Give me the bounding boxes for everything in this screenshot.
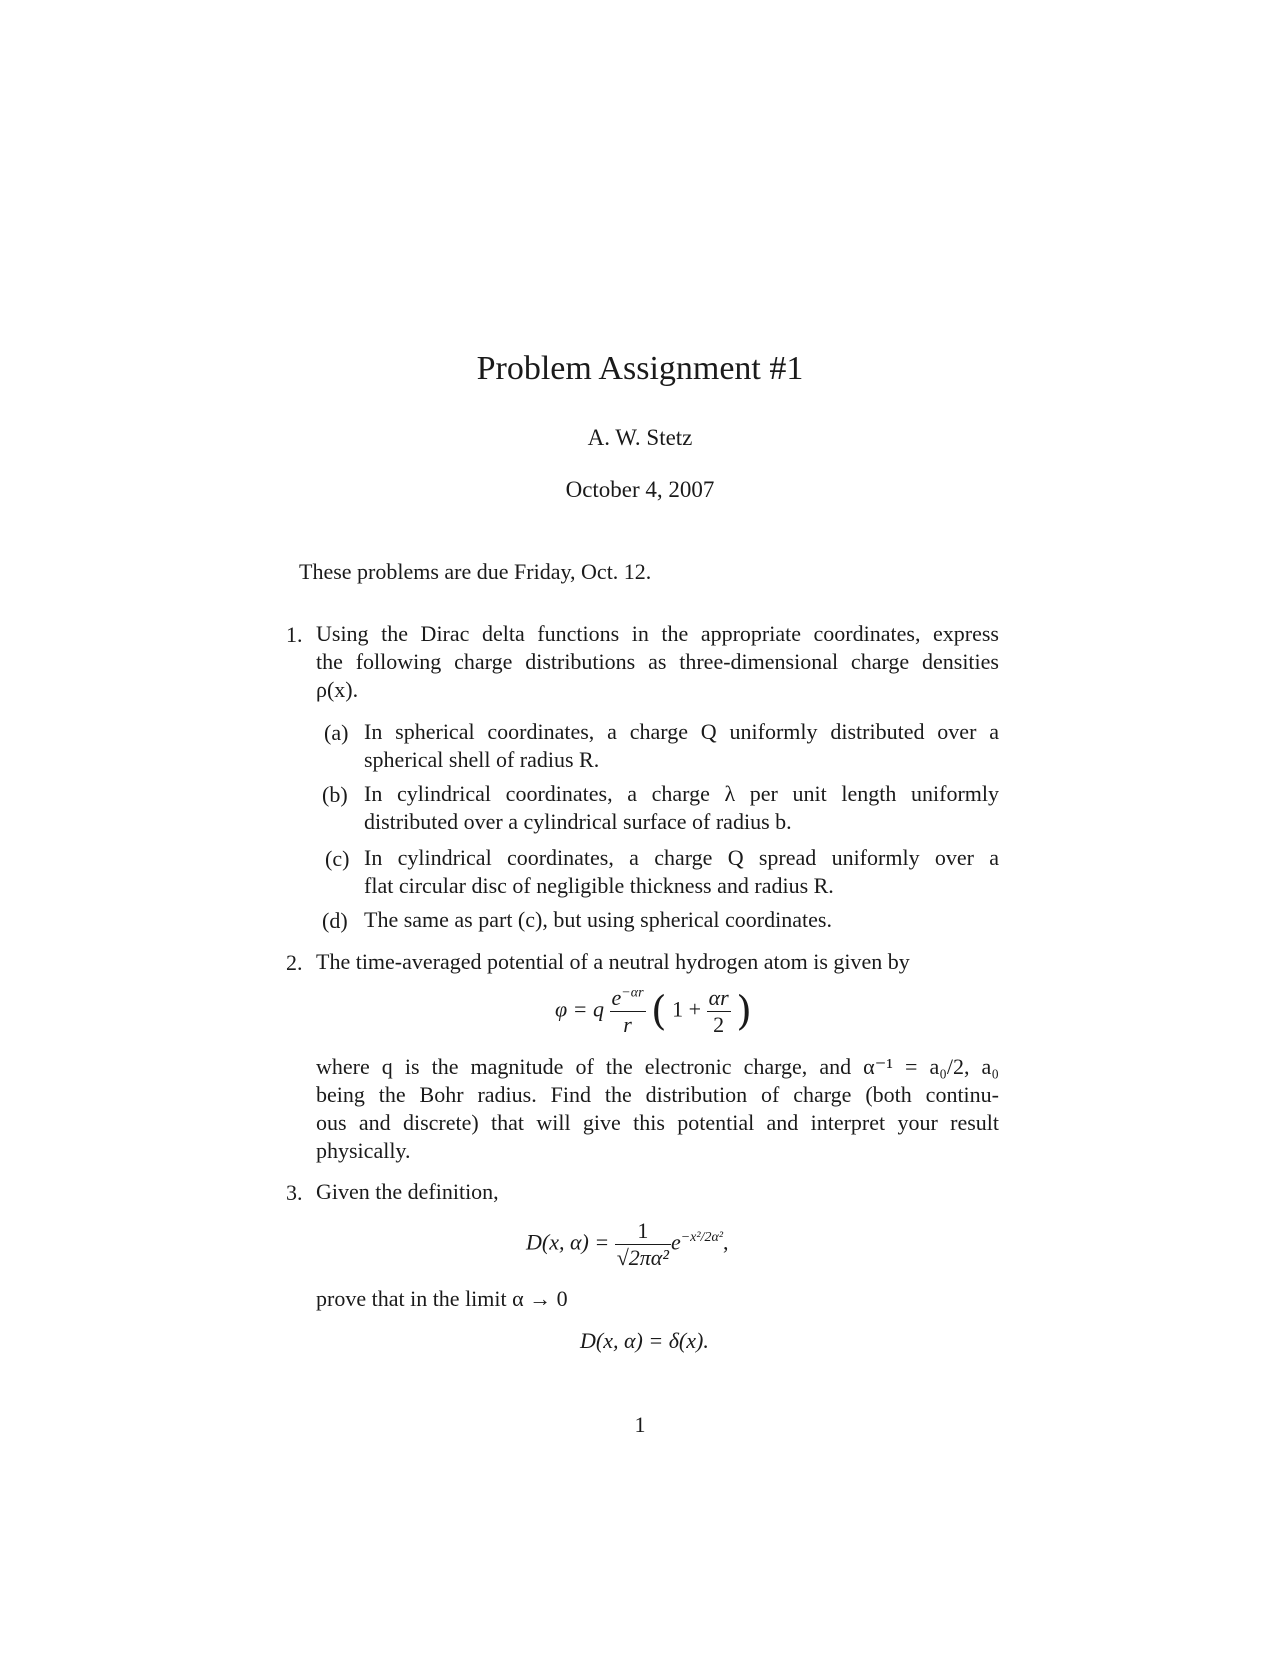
part-b-text: [364, 780, 999, 836]
problem-1-line: ρ(x).: [316, 677, 359, 702]
open-paren: (: [651, 988, 667, 1035]
fraction-exponent: −αr: [621, 985, 644, 1001]
fraction2-denominator: 2: [707, 1011, 731, 1038]
part-d-text: [364, 906, 999, 934]
close-paren: ): [736, 988, 752, 1035]
fraction-numerator: [610, 985, 646, 1011]
problem-2-number: 2.: [286, 950, 303, 975]
problem-1-text: [316, 620, 999, 704]
part-d-label: (d): [322, 908, 348, 933]
fraction-base: e: [611, 985, 622, 1010]
equation-lhs: D(x, α) =: [526, 1229, 610, 1255]
problem-1-number: 1.: [286, 622, 303, 647]
part-a-label: (a): [324, 720, 349, 745]
delta-limit-equation: D(x, α) = δ(x).: [580, 1328, 709, 1353]
problem-3-intro: Given the definition,: [316, 1179, 499, 1204]
exp-fraction: [610, 985, 646, 1038]
author-name: A. W. Stetz: [587, 425, 693, 450]
problem-2-line: where q is the magnitude of the electronic charge, and α⁻¹ = a₀/2, a₀: [316, 1054, 999, 1079]
hydrogen-potential-equation: [555, 985, 752, 1038]
equation-lhs: φ = q: [555, 996, 605, 1022]
problem-2-intro: The time-averaged potential of a neutral hydrogen atom is given by: [316, 949, 910, 974]
part-b-line: distributed over a cylindrical surface of radius b.: [364, 809, 792, 834]
part-b-label: (b): [322, 782, 348, 807]
part-a-line: In spherical coordinates, a charge Q uniformly distributed over a: [364, 719, 999, 744]
problem-2-text: [316, 1053, 999, 1165]
problem-2-line: ous and discrete) that will give this potential and interpret your result: [316, 1110, 999, 1135]
equation-trail: ,: [723, 1229, 729, 1255]
problem-1-line: Using the Dirac delta functions in the appropriate coordinates, express: [316, 621, 999, 646]
problem-2-line: being the Bohr radius. Find the distribution of charge (both continu-: [316, 1082, 999, 1107]
fraction-denominator: √2πα²: [616, 1245, 669, 1270]
fraction2-numerator: αr: [708, 985, 729, 1010]
exp-base: e: [670, 1229, 681, 1255]
part-c-line: In cylindrical coordinates, a charge Q spread uniformly over a: [364, 845, 999, 870]
exp-exponent: −x²/2α²: [680, 1230, 724, 1246]
part-c-label: (c): [325, 846, 350, 871]
problem-2-line: physically.: [316, 1138, 411, 1163]
alpha-r-fraction: [707, 985, 731, 1038]
due-date-note: These problems are due Friday, Oct. 12.: [299, 559, 652, 584]
gaussian-definition-equation: [526, 1218, 729, 1271]
problem-3-number: 3.: [286, 1180, 303, 1205]
normalization-fraction: [615, 1218, 671, 1271]
document-date: October 4, 2007: [565, 477, 715, 502]
part-c-text: [364, 844, 999, 900]
part-a-text: [364, 718, 999, 774]
problem-1-line: the following charge distributions as three-dimensional charge densities: [316, 649, 999, 674]
part-c-line: flat circular disc of negligible thickness and radius R.: [364, 873, 834, 898]
part-d-line: The same as part (c), but using spherical coordinates.: [364, 907, 832, 932]
one-plus: 1 +: [672, 996, 702, 1022]
part-a-line: spherical shell of radius R.: [364, 747, 600, 772]
fraction-denominator: r: [610, 1011, 646, 1038]
part-b-line: In cylindrical coordinates, a charge λ per unit length uniformly: [364, 781, 999, 806]
page-number: 1: [634, 1412, 646, 1437]
limit-statement: prove that in the limit α → 0: [316, 1286, 568, 1311]
document-title: Problem Assignment #1: [476, 350, 804, 387]
fraction-numerator: 1: [637, 1218, 649, 1243]
